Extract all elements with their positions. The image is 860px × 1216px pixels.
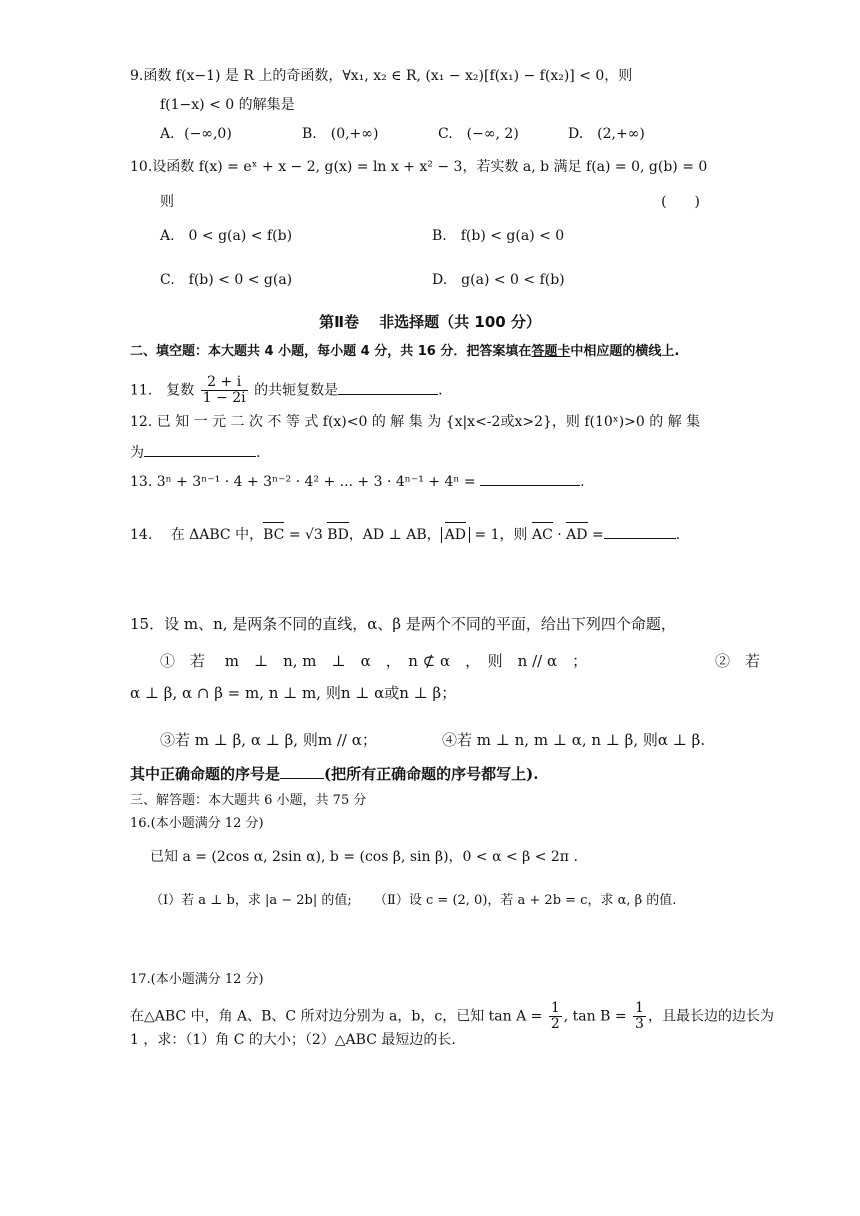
q12-stem-for: 为: [130, 445, 144, 461]
q11: [130, 375, 443, 406]
q15-proposition-2-rest: α ⊥ β, α ∩ β = m, n ⊥ m, 则n ⊥ α或n ⊥ β；: [130, 684, 457, 702]
q15-answer-blank: [280, 764, 324, 779]
q17-tan-a-numerator: 1: [550, 1000, 560, 1016]
fill-in-heading-pre: 二、填空题：本大题共 4 小题，每小题 4 分，共 16 分．把答案填在: [130, 344, 532, 359]
q15-proposition-2-start: ② 若: [714, 652, 760, 670]
q12-stem-2: [130, 442, 260, 463]
q10-stem: 10.设函数 f(x) = eˣ + x − 2, g(x) = ln x + x² − 3，若实数 a, b 满足 f(a) = 0, g(b) = 0: [130, 159, 708, 175]
fill-in-heading: [130, 342, 679, 362]
q14-pre: 14. 在 ΔABC 中，: [130, 527, 264, 543]
q14-vector-bd: BD: [327, 527, 349, 543]
q14-end: .: [675, 527, 681, 543]
q13-answer-blank: [480, 471, 580, 486]
section-2-title: 第Ⅱ卷 非选择题（共 100 分）: [319, 313, 541, 331]
q11-end: .: [438, 382, 443, 399]
q14-eq2: = 1，则: [469, 527, 532, 543]
q17-stem: [130, 1001, 774, 1032]
q11-fraction-numerator: 2 + i: [201, 375, 248, 391]
q15-stem: 15．设 m、n, 是两条不同的直线，α、β 是两个不同的平面，给出下列四个命题，: [130, 615, 676, 633]
q17-heading: 17.(本小题满分 12 分): [130, 972, 264, 987]
q16-part-2: （Ⅱ）设 c = (2, 0)，若 a + 2b = c，求 α, β 的值.: [374, 893, 677, 908]
q10-stem-then: 则: [160, 194, 174, 210]
q11-post: 的共轭复数是: [254, 382, 339, 399]
q10-stem-2: [160, 192, 700, 212]
q17-tan-b-fraction: [633, 1001, 646, 1032]
q14: [130, 524, 680, 545]
q12-end: .: [256, 445, 261, 461]
q17-stem-mid: , tan B =: [563, 1008, 627, 1025]
q15-answer-post: (把所有正确命题的序号都写上).: [324, 765, 539, 783]
q13-end: .: [580, 474, 585, 490]
q9-option-c: C. (−∞, 2): [438, 126, 519, 142]
q15-proposition-row1: [160, 651, 760, 671]
q16-given: 已知 a = (2cos α, 2sin α), b = (cos β, sin β)，0 < α < β < 2π .: [150, 849, 578, 865]
q10-answer-paren: ( ): [661, 194, 700, 210]
q9-option-d: D. (2,+∞): [568, 126, 645, 142]
q11-pre: 11. 复数: [130, 382, 195, 399]
q12-answer-blank: [144, 442, 256, 457]
q14-dot: ·: [552, 527, 567, 543]
q12-stem: 12. 已 知 一 元 二 次 不 等 式 f(x)<0 的 解 集 为 {x|x<-2或x>2}，则 f(10ˣ)>0 的 解 集: [130, 414, 701, 430]
q10-option-c: C. f(b) < 0 < g(a): [160, 272, 293, 288]
q16-part-1: （Ⅰ）若 a ⊥ b，求 |a − 2b| 的值;: [150, 893, 352, 908]
q10-option-b: B. f(b) < g(a) < 0: [432, 228, 565, 244]
q13: [130, 471, 585, 492]
q17-tan-a-denominator: 2: [550, 1016, 560, 1032]
q15-proposition-4: ④若 m ⊥ n, m ⊥ α, n ⊥ β, 则α ⊥ β.: [442, 731, 706, 749]
q14-vector-ad-2: AD: [566, 527, 588, 543]
q17-tan-b-numerator: 1: [635, 1000, 644, 1016]
q17-stem-post: ，且最长边的边长为: [647, 1008, 774, 1025]
q13-expression: 13. 3ⁿ + 3ⁿ⁻¹ · 4 + 3ⁿ⁻² · 4² + ... + 3 · 4ⁿ⁻¹ + 4ⁿ =: [130, 474, 476, 490]
q10-option-d: D. g(a) < 0 < f(b): [432, 272, 565, 288]
q15-proposition-1: ① 若 m ⊥ n, m ⊥ α ， n ⊄ α ， 则 n // α ；: [160, 652, 588, 670]
q15-answer-line: [130, 764, 538, 784]
q11-fraction: [201, 375, 248, 406]
fill-in-heading-post: 中相应题的横线上.: [570, 344, 680, 359]
q9-option-b: B. (0,+∞): [302, 126, 379, 142]
q14-eq1: = √3: [284, 527, 328, 543]
q9-stem: 9.函数 f(x−1) 是 R 上的奇函数，∀x₁, x₂ ∈ R, (x₁ − x₂)[f(x₁) − f(x₂)] < 0，则: [130, 68, 633, 84]
q14-abs-ad: [441, 527, 470, 543]
q11-answer-blank: [338, 380, 438, 395]
q14-mid: ，AD ⊥ AB，: [348, 527, 441, 543]
q15-proposition-3: ③若 m ⊥ β, α ⊥ β, 则m // α；: [160, 731, 377, 749]
q16-parts: [150, 891, 676, 911]
q17-stem-2: 1 ，求：（1）角 C 的大小；（2）△ABC 最短边的长.: [130, 1032, 456, 1048]
q15-answer-pre: 其中正确命题的序号是: [130, 765, 281, 783]
q16-heading: 16.(本小题满分 12 分): [130, 816, 264, 831]
q14-vector-bc: BC: [263, 527, 285, 543]
q17-tan-b-denominator: 3: [635, 1016, 644, 1032]
q17-tan-a-fraction: [549, 1001, 562, 1032]
q10-option-a: A. 0 < g(a) < f(b): [160, 228, 293, 244]
q9-option-a: A．(−∞,0): [160, 126, 232, 142]
q14-vector-ad: AD: [444, 527, 466, 543]
fill-in-heading-answer-card: 答题卡: [531, 344, 571, 359]
q11-fraction-denominator: 1 − 2i: [202, 390, 246, 406]
q17-stem-pre: 在△ABC 中，角 A、B、C 所对边分别为 a，b，c，已知 tan A =: [130, 1008, 543, 1025]
section-3-title: 三、解答题：本大题共 6 小题，共 75 分: [130, 793, 367, 808]
q14-vector-ac: AC: [531, 527, 553, 543]
q14-answer-blank: [604, 524, 676, 539]
q14-eq3: =: [587, 527, 604, 543]
q9-stem-2: f(1−x) < 0 的解集是: [160, 97, 295, 113]
